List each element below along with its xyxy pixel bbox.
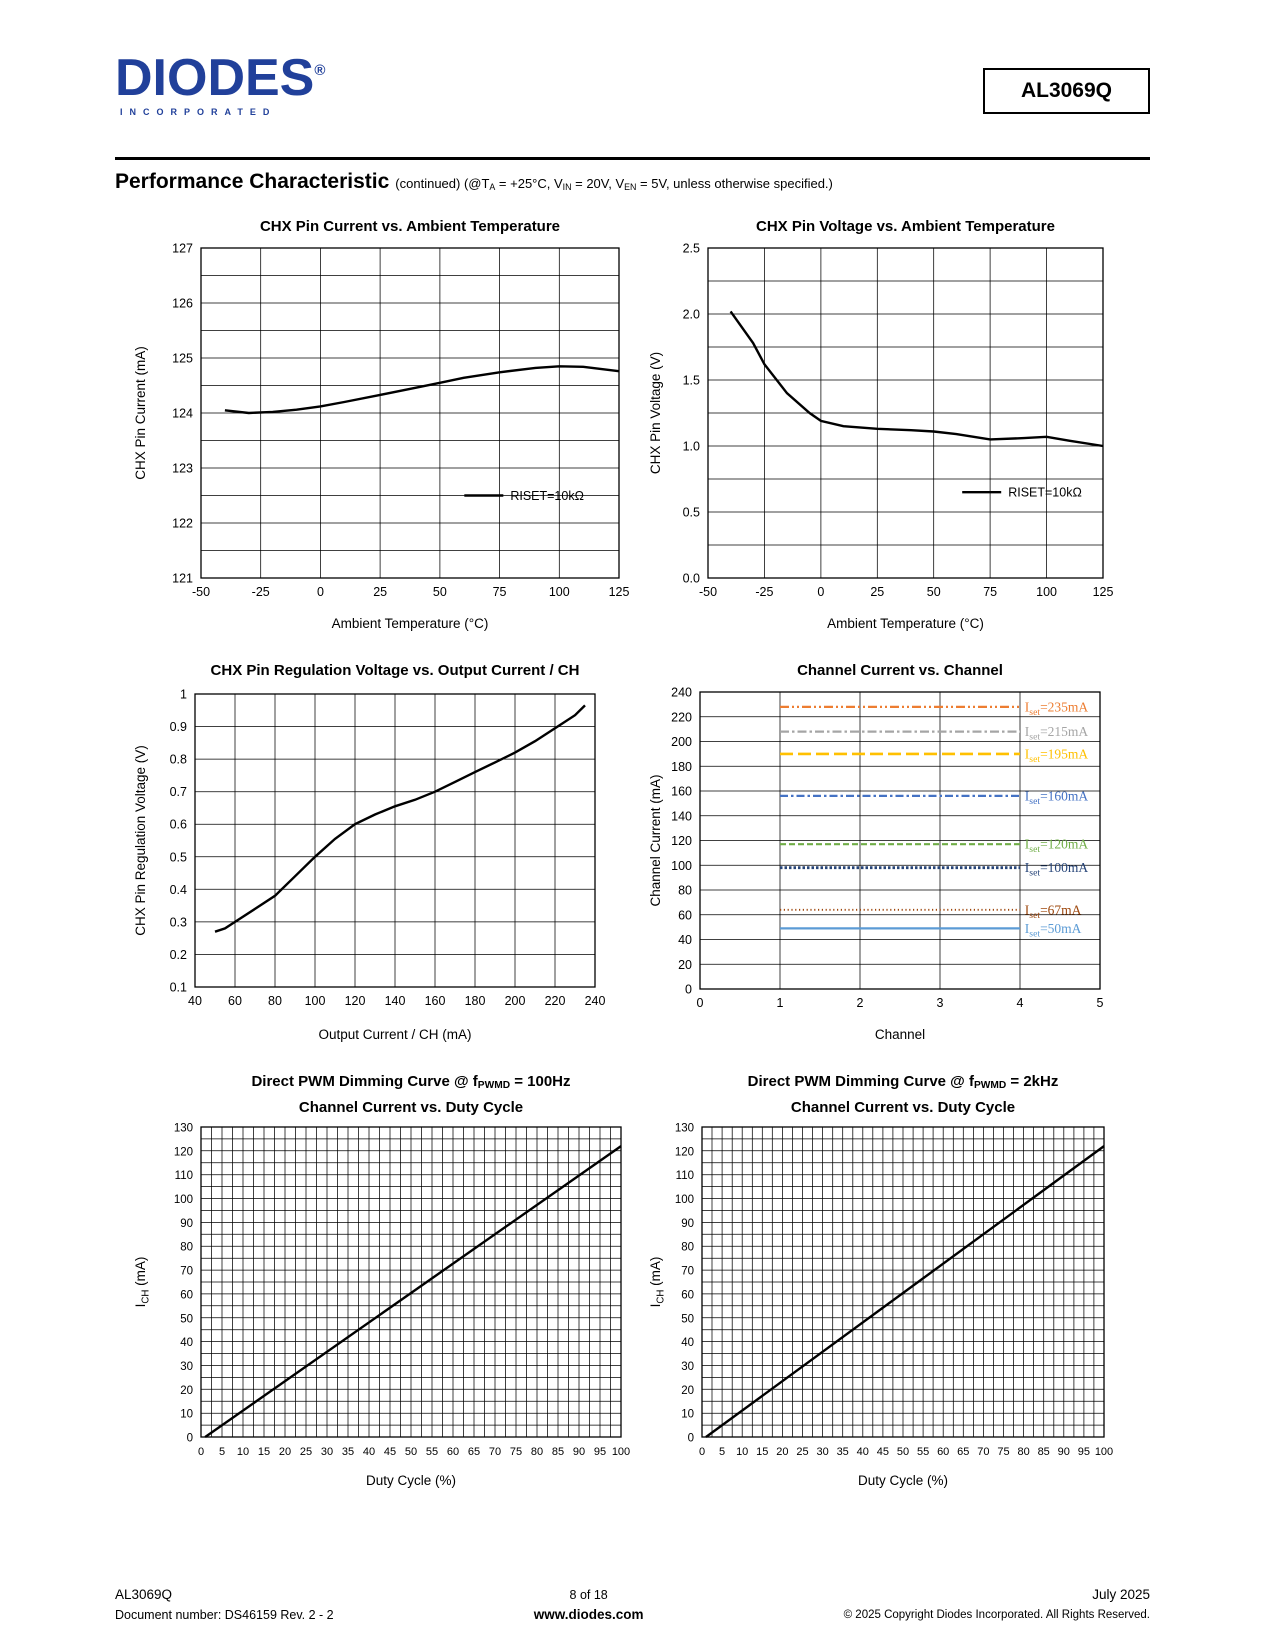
series-line bbox=[731, 311, 1103, 446]
svg-text:122: 122 bbox=[172, 516, 193, 531]
chart-title: CHX Pin Voltage vs. Ambient Temperature bbox=[756, 218, 1055, 235]
svg-text:1: 1 bbox=[180, 687, 187, 702]
svg-text:0.2: 0.2 bbox=[169, 947, 187, 962]
svg-text:60: 60 bbox=[446, 1446, 460, 1459]
footer-page-number: 8 of 18 bbox=[569, 1588, 608, 1602]
chart-subtitle: Channel Current vs. Duty Cycle bbox=[790, 1099, 1016, 1117]
tick-labels bbox=[172, 242, 629, 600]
footer-copyright: © 2025 Copyright Diodes Incorporated. All Rights Reserved. bbox=[843, 1609, 1150, 1621]
svg-text:25: 25 bbox=[373, 585, 388, 599]
svg-text:121: 121 bbox=[172, 571, 193, 586]
chart-series bbox=[731, 311, 1103, 446]
svg-text:35: 35 bbox=[341, 1446, 355, 1459]
svg-text:75: 75 bbox=[983, 585, 998, 599]
tick-labels bbox=[675, 1123, 1113, 1459]
svg-text:30: 30 bbox=[816, 1446, 829, 1459]
svg-text:45: 45 bbox=[876, 1446, 890, 1459]
section-subtitle: (continued) ($@T_A = +25^\circ C$, $V_{IN} = 20V$, $V_{EN} = 5V$, unless otherwise specified.) bbox=[395, 176, 833, 192]
chart-canvas bbox=[125, 1119, 635, 1493]
part-number-box bbox=[983, 68, 1150, 114]
svg-text:60: 60 bbox=[678, 908, 692, 923]
series-label: $I_{set}=235mA$ bbox=[1024, 699, 1089, 718]
footer-right bbox=[844, 1585, 1150, 1625]
svg-text:220: 220 bbox=[544, 994, 566, 1008]
svg-text:5: 5 bbox=[1096, 996, 1104, 1010]
svg-text:90: 90 bbox=[180, 1218, 193, 1231]
svg-text:1: 1 bbox=[776, 996, 784, 1010]
chart-grid bbox=[195, 694, 595, 987]
y-axis-title: Channel Current (mA) bbox=[648, 774, 663, 907]
svg-text:10: 10 bbox=[681, 1408, 694, 1421]
svg-text:0.3: 0.3 bbox=[169, 915, 187, 930]
svg-text:3: 3 bbox=[936, 996, 944, 1010]
svg-text:123: 123 bbox=[172, 461, 193, 476]
svg-text:70: 70 bbox=[977, 1446, 990, 1459]
page-footer bbox=[115, 1585, 1150, 1625]
x-axis-title: Duty Cycle (%) bbox=[365, 1473, 457, 1489]
svg-text:140: 140 bbox=[384, 994, 406, 1008]
svg-text:0.9: 0.9 bbox=[169, 720, 187, 735]
svg-text:60: 60 bbox=[937, 1446, 950, 1459]
svg-text:50: 50 bbox=[681, 1313, 694, 1326]
svg-text:0.4: 0.4 bbox=[169, 882, 187, 897]
series-label: $I_{set}=120mA$ bbox=[1024, 836, 1089, 856]
series-line bbox=[225, 366, 619, 413]
series-label: $I_{set}=100mA$ bbox=[1024, 860, 1089, 879]
svg-text:20: 20 bbox=[678, 957, 692, 972]
svg-text:30: 30 bbox=[681, 1361, 694, 1374]
svg-text:220: 220 bbox=[671, 710, 692, 725]
series-label: $I_{set}=215mA$ bbox=[1024, 724, 1089, 743]
chart-channel-current-vs-channel bbox=[640, 660, 1155, 1047]
svg-text:5: 5 bbox=[719, 1446, 726, 1459]
svg-text:40: 40 bbox=[188, 994, 202, 1008]
svg-text:75: 75 bbox=[509, 1446, 523, 1459]
svg-text:40: 40 bbox=[681, 1337, 694, 1350]
svg-text:30: 30 bbox=[320, 1446, 334, 1459]
svg-text:0: 0 bbox=[698, 1446, 706, 1459]
svg-text:4: 4 bbox=[1016, 996, 1024, 1010]
svg-text:35: 35 bbox=[836, 1446, 849, 1459]
svg-text:60: 60 bbox=[681, 1289, 694, 1302]
y-axis-title: CHX Pin Voltage (V) bbox=[648, 351, 663, 475]
svg-text:10: 10 bbox=[736, 1446, 749, 1459]
chart-subtitle: Channel Current vs. Duty Cycle bbox=[298, 1099, 524, 1117]
svg-text:0: 0 bbox=[685, 982, 692, 997]
footer-center bbox=[534, 1585, 644, 1625]
series-line bbox=[706, 1146, 1104, 1437]
svg-text:80: 80 bbox=[678, 883, 692, 898]
footer-document-number: Document number: DS46159 Rev. 2 - 2 bbox=[115, 1608, 334, 1622]
svg-text:25: 25 bbox=[870, 585, 885, 599]
svg-text:75: 75 bbox=[997, 1446, 1010, 1459]
svg-text:RISET=10kΩ: RISET=10kΩ bbox=[510, 489, 584, 503]
part-number: AL3069Q bbox=[1020, 79, 1112, 102]
svg-text:110: 110 bbox=[675, 1170, 694, 1183]
svg-text:40: 40 bbox=[362, 1446, 376, 1459]
chart-title: CHX Pin Regulation Voltage vs. Output Current / CH bbox=[210, 662, 580, 679]
chart-canvas bbox=[640, 238, 1145, 636]
svg-text:100: 100 bbox=[611, 1446, 631, 1459]
svg-text:1.5: 1.5 bbox=[682, 373, 700, 388]
series-label: $I_{set}=160mA$ bbox=[1024, 788, 1089, 807]
x-axis-title: Channel bbox=[874, 1027, 926, 1042]
svg-text:160: 160 bbox=[424, 994, 446, 1008]
svg-text:0.8: 0.8 bbox=[169, 752, 187, 767]
footer-left bbox=[115, 1585, 334, 1625]
svg-text:80: 80 bbox=[681, 1241, 694, 1254]
svg-text:55: 55 bbox=[425, 1446, 439, 1459]
svg-text:70: 70 bbox=[681, 1265, 694, 1278]
svg-text:80: 80 bbox=[268, 994, 282, 1008]
chart-series bbox=[225, 366, 619, 413]
chart-canvas bbox=[125, 238, 635, 636]
footer-date: July 2025 bbox=[1092, 1587, 1150, 1602]
series-label: $I_{set}=67mA$ bbox=[1024, 902, 1082, 921]
chart-title: Direct PWM Dimming Curve @ $f_{PWMD} = 100Hz$ bbox=[251, 1073, 571, 1092]
svg-text:80: 80 bbox=[180, 1241, 193, 1254]
svg-text:40: 40 bbox=[180, 1337, 193, 1350]
y-axis-title: CHX Pin Regulation Voltage (V) bbox=[133, 745, 148, 936]
registered-mark-icon: ® bbox=[314, 62, 326, 79]
svg-text:2.5: 2.5 bbox=[682, 241, 700, 256]
svg-text:30: 30 bbox=[180, 1361, 193, 1374]
chart-series bbox=[205, 1146, 621, 1437]
diodes-wordmark bbox=[115, 49, 326, 107]
svg-text:0: 0 bbox=[186, 1432, 193, 1445]
svg-text:0.6: 0.6 bbox=[169, 817, 187, 832]
svg-text:70: 70 bbox=[180, 1265, 193, 1278]
x-axis-title: Output Current / CH (mA) bbox=[318, 1027, 472, 1042]
svg-text:65: 65 bbox=[467, 1446, 481, 1459]
svg-text:140: 140 bbox=[671, 809, 692, 824]
svg-text:180: 180 bbox=[464, 994, 486, 1008]
svg-text:RISET=10kΩ: RISET=10kΩ bbox=[1008, 485, 1082, 500]
svg-text:0.1: 0.1 bbox=[169, 980, 187, 995]
svg-text:0.0: 0.0 bbox=[682, 571, 700, 586]
svg-text:85: 85 bbox=[1037, 1446, 1050, 1459]
chart-chx-pin-voltage-vs-temperature bbox=[640, 216, 1155, 636]
svg-text:25: 25 bbox=[796, 1446, 809, 1459]
chart-legend bbox=[464, 489, 584, 503]
chart-title: Direct PWM Dimming Curve @ $f_{PWMD} = 2kHz$ bbox=[747, 1073, 1059, 1092]
svg-text:50: 50 bbox=[432, 585, 447, 599]
y-axis-title: $I_{CH}$ (mA) bbox=[133, 1256, 152, 1308]
svg-text:0.5: 0.5 bbox=[682, 505, 700, 520]
svg-text:80: 80 bbox=[530, 1446, 544, 1459]
svg-text:20: 20 bbox=[180, 1385, 193, 1398]
diodes-logo bbox=[115, 49, 326, 117]
svg-text:20: 20 bbox=[278, 1446, 292, 1459]
section-title: Performance Characteristic bbox=[115, 170, 390, 193]
svg-text:126: 126 bbox=[172, 296, 193, 311]
svg-text:10: 10 bbox=[236, 1446, 250, 1459]
page-header bbox=[115, 49, 1150, 117]
svg-text:-50: -50 bbox=[191, 585, 211, 599]
footer-website-link[interactable]: www.diodes.com bbox=[533, 1607, 644, 1622]
svg-text:110: 110 bbox=[174, 1170, 193, 1183]
chart-chx-pin-current-vs-temperature bbox=[125, 216, 640, 636]
chart-grid bbox=[708, 248, 1103, 578]
svg-text:95: 95 bbox=[593, 1446, 607, 1459]
x-axis-title: Ambient Temperature (°C) bbox=[331, 616, 489, 631]
svg-text:90: 90 bbox=[572, 1446, 586, 1459]
svg-text:0.7: 0.7 bbox=[169, 785, 187, 800]
svg-text:100: 100 bbox=[671, 858, 692, 873]
svg-text:120: 120 bbox=[671, 834, 692, 848]
chart-title: CHX Pin Current vs. Ambient Temperature bbox=[259, 218, 561, 235]
x-axis-title: Ambient Temperature (°C) bbox=[827, 616, 984, 631]
incorporated-text: INCORPORATED bbox=[120, 107, 277, 117]
svg-text:200: 200 bbox=[504, 994, 526, 1008]
tick-labels bbox=[174, 1123, 630, 1459]
svg-text:125: 125 bbox=[1092, 585, 1114, 599]
svg-text:125: 125 bbox=[608, 585, 630, 599]
svg-text:70: 70 bbox=[488, 1446, 502, 1459]
svg-text:0: 0 bbox=[316, 585, 324, 599]
svg-text:100: 100 bbox=[173, 1194, 193, 1207]
svg-text:124: 124 bbox=[172, 406, 193, 421]
svg-text:50: 50 bbox=[404, 1446, 418, 1459]
chart-series bbox=[780, 707, 1020, 929]
chart-pwm-dimming-100hz bbox=[125, 1071, 640, 1493]
svg-text:200: 200 bbox=[671, 735, 692, 749]
svg-text:160: 160 bbox=[671, 784, 692, 799]
series-line bbox=[215, 705, 585, 931]
chart-canvas bbox=[640, 682, 1150, 1047]
svg-text:50: 50 bbox=[926, 585, 941, 599]
chart-series bbox=[706, 1146, 1104, 1437]
svg-text:45: 45 bbox=[383, 1446, 397, 1459]
series-label: $I_{set}=50mA$ bbox=[1024, 920, 1082, 940]
svg-text:240: 240 bbox=[584, 994, 606, 1008]
svg-text:50: 50 bbox=[896, 1446, 910, 1459]
svg-text:127: 127 bbox=[172, 241, 193, 256]
svg-text:100: 100 bbox=[674, 1194, 694, 1207]
y-axis-title: $I_{CH}$ (mA) bbox=[648, 1256, 667, 1308]
svg-text:0: 0 bbox=[696, 996, 704, 1010]
chart-canvas bbox=[125, 682, 635, 1047]
brand-text: DIODES bbox=[115, 49, 315, 107]
svg-text:75: 75 bbox=[492, 585, 507, 599]
header-rule bbox=[115, 157, 1150, 160]
chart-pwm-dimming-2khz bbox=[640, 1071, 1155, 1493]
svg-text:0: 0 bbox=[817, 585, 825, 599]
svg-text:20: 20 bbox=[776, 1446, 789, 1459]
svg-text:1.0: 1.0 bbox=[682, 439, 700, 454]
svg-text:100: 100 bbox=[1094, 1446, 1114, 1459]
svg-text:-25: -25 bbox=[755, 585, 774, 599]
svg-text:120: 120 bbox=[344, 994, 366, 1008]
svg-text:100: 100 bbox=[1036, 585, 1058, 599]
svg-text:-50: -50 bbox=[698, 585, 718, 599]
svg-text:85: 85 bbox=[551, 1446, 565, 1459]
svg-text:180: 180 bbox=[671, 759, 692, 774]
svg-text:25: 25 bbox=[299, 1446, 313, 1459]
svg-text:10: 10 bbox=[180, 1408, 193, 1421]
y-axis-title: CHX Pin Current (mA) bbox=[133, 346, 148, 480]
svg-text:65: 65 bbox=[957, 1446, 970, 1459]
svg-text:130: 130 bbox=[674, 1122, 694, 1135]
svg-text:120: 120 bbox=[173, 1146, 193, 1159]
chart-legend bbox=[962, 486, 1082, 500]
svg-text:2: 2 bbox=[856, 996, 864, 1010]
chart-series bbox=[215, 705, 585, 931]
svg-text:130: 130 bbox=[173, 1122, 193, 1135]
svg-text:40: 40 bbox=[856, 1446, 869, 1459]
svg-text:60: 60 bbox=[180, 1289, 193, 1302]
svg-text:95: 95 bbox=[1077, 1446, 1091, 1459]
svg-text:0: 0 bbox=[687, 1432, 694, 1445]
footer-part-number: AL3069Q bbox=[115, 1587, 173, 1602]
svg-text:5: 5 bbox=[218, 1446, 226, 1459]
svg-text:240: 240 bbox=[671, 685, 692, 700]
section-heading bbox=[115, 170, 833, 194]
chart-grid bbox=[702, 1127, 1104, 1437]
svg-text:100: 100 bbox=[304, 994, 326, 1008]
svg-text:50: 50 bbox=[180, 1313, 193, 1326]
x-axis-title: Duty Cycle (%) bbox=[857, 1473, 949, 1489]
svg-text:55: 55 bbox=[916, 1446, 930, 1459]
svg-text:120: 120 bbox=[674, 1146, 694, 1159]
series-label: $I_{set}=195mA$ bbox=[1024, 746, 1089, 765]
svg-text:80: 80 bbox=[1017, 1446, 1030, 1459]
chart-canvas bbox=[640, 1119, 1150, 1493]
chart-chx-regulation-voltage-vs-output-current bbox=[125, 660, 640, 1047]
svg-text:15: 15 bbox=[756, 1446, 769, 1459]
svg-text:90: 90 bbox=[1057, 1446, 1070, 1459]
chart-grid bbox=[201, 1127, 621, 1437]
svg-text:90: 90 bbox=[681, 1218, 694, 1231]
svg-text:0.5: 0.5 bbox=[169, 850, 187, 865]
svg-text:15: 15 bbox=[257, 1446, 271, 1459]
svg-text:100: 100 bbox=[548, 585, 570, 599]
svg-text:20: 20 bbox=[681, 1385, 694, 1398]
series-line bbox=[205, 1146, 621, 1437]
svg-text:60: 60 bbox=[228, 994, 242, 1008]
svg-text:-25: -25 bbox=[251, 585, 270, 599]
svg-text:40: 40 bbox=[678, 933, 692, 947]
svg-text:125: 125 bbox=[172, 351, 193, 366]
svg-text:2.0: 2.0 bbox=[682, 307, 700, 322]
svg-text:0: 0 bbox=[197, 1446, 205, 1459]
chart-title: Channel Current vs. Channel bbox=[797, 662, 1003, 679]
charts-grid bbox=[125, 216, 1155, 1493]
